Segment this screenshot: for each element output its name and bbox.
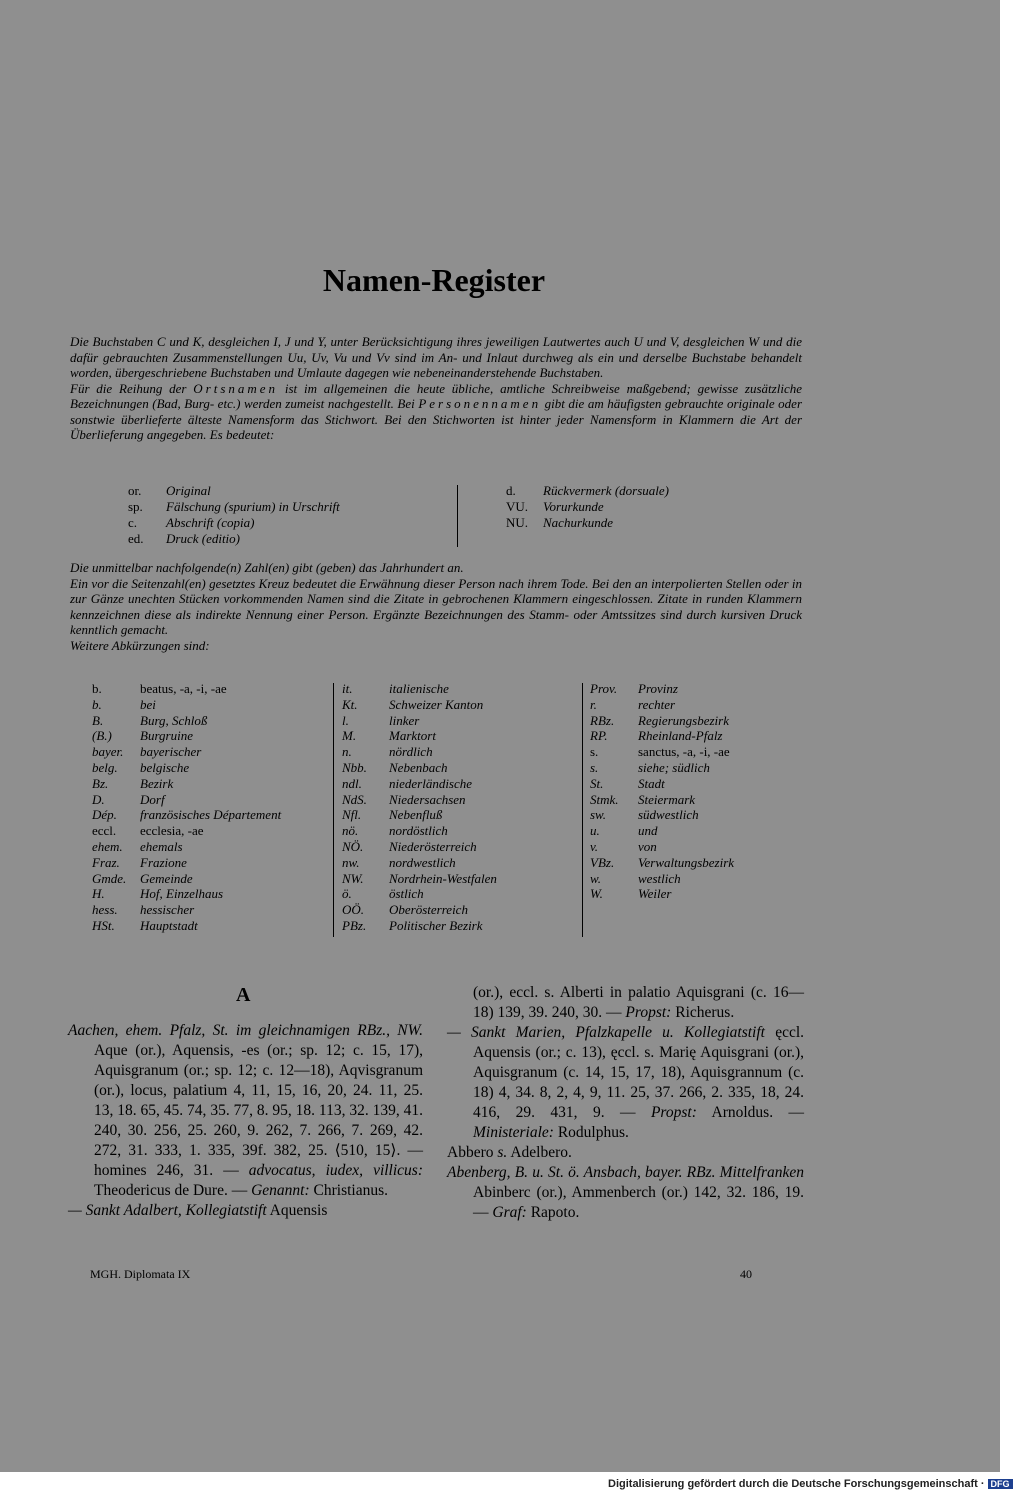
legend-divider	[457, 485, 458, 547]
abbreviation-row	[342, 776, 497, 792]
abbreviation-key: Kt.	[342, 696, 358, 712]
abbreviation-meaning: italienische	[389, 681, 449, 696]
abbreviation-key: Fraz.	[92, 854, 120, 870]
abbreviation-key: NÖ.	[342, 838, 364, 854]
abbreviation-row	[92, 839, 281, 855]
abbreviation-row	[92, 918, 281, 934]
abbreviation-key: Nfl.	[342, 807, 362, 823]
abbr-column-1	[92, 681, 281, 934]
abbreviation-row	[342, 855, 497, 871]
abbreviation-meaning: Niedersachsen	[389, 791, 466, 807]
entry-sankt-marien: — Sankt Marien, Pfalzkapelle u. Kollegiatstift ęccl. Aquensis (or.; c. 13), ęccl. s. Marię Aquisgrani (or.), Aquisgranum (c. 14, 15, 17, 18), Aquisgrannum (c. 18) 4, 34. 8, 2, 4, 9, 11. 25, 37. 266, 2. 335, 18, 24. 416, 29. 431, 9. — Propst: Arnoldus. — Ministeriale: Rodulphus.	[447, 1024, 805, 1141]
abbreviation-key: W.	[590, 886, 603, 902]
footer-signature: MGH. Diplomata IX	[90, 1267, 191, 1281]
abbreviation-row	[342, 681, 497, 697]
abbreviation-meaning: Dorf	[140, 791, 165, 807]
abbreviation-meaning: Weiler	[638, 886, 672, 902]
abbr-column-2	[342, 681, 497, 934]
abbreviation-meaning: Provinz	[638, 681, 678, 696]
abbreviation-key: NdS.	[342, 791, 367, 807]
abbreviation-meaning: Nebenbach	[389, 759, 448, 775]
abbreviation-key: v.	[590, 838, 599, 854]
entry-sankt-adalbert: — Sankt Adalbert, Kollegiatstift Aquensis	[68, 1202, 328, 1219]
abbreviation-key: H.	[92, 886, 105, 902]
abbreviation-key: belg.	[92, 759, 118, 775]
abbreviation-meaning: sanctus, -a, -i, -ae	[638, 744, 730, 760]
abbreviation-meaning: Vorurkunde	[543, 499, 604, 514]
abbreviation-meaning: ehemals	[140, 838, 183, 854]
abbreviation-row	[590, 855, 734, 871]
abbreviation-row	[92, 713, 281, 729]
abbreviation-row	[342, 697, 497, 713]
abbreviation-key: St.	[590, 775, 604, 791]
abbreviation-meaning: Frazione	[140, 854, 187, 870]
abbreviation-row	[342, 918, 497, 934]
abbreviation-key: d.	[506, 483, 516, 498]
abbreviation-key: D.	[92, 791, 105, 807]
abbreviation-meaning: Nachurkunde	[543, 515, 614, 530]
abbreviation-key: nw.	[342, 854, 360, 870]
abbreviation-key: ehem.	[92, 838, 123, 854]
abbreviation-row	[92, 681, 281, 697]
abbreviation-key: RBz.	[590, 712, 615, 728]
abbreviation-row	[590, 681, 734, 697]
abbreviation-row	[342, 902, 497, 918]
abbreviation-meaning: rechter	[638, 696, 676, 712]
abbreviation-row	[590, 807, 734, 823]
intro-paragraph-3: Die unmittelbar nachfolgende(n) Zahl(en) gibt (geben) das Jahrhundert an.	[70, 560, 464, 575]
intro-paragraph-4: Ein vor die Seitenzahl(en) gesetztes Kreuz bedeutet die Erwähnung dieser Person nach ihrem Tode. Bei den an interpolierten Stellen oder in zur Gänze unechten Stücken vorkommenden Namen sind die Zitate in gebrochenen Klammern eingeschlossen. Zitate in runden Klammern kennzeichnen diese als indirekte Nennung einer Person. Ergänzte Bezeichnungen des Stamm- oder Amtssitzes sind durch kursiven Druck kenntlich gemacht.	[70, 575, 802, 637]
abbreviation-meaning: nordwestlich	[389, 854, 456, 870]
legend-row	[128, 483, 340, 499]
entries-right-column	[447, 983, 804, 1223]
entries-left-column	[68, 1021, 423, 1221]
abbreviation-meaning: Fälschung (spurium) in Urschrift	[166, 499, 340, 514]
abbreviation-key: Stmk.	[590, 791, 619, 807]
abbreviation-row	[342, 871, 497, 887]
abbreviation-row	[92, 871, 281, 887]
abbreviation-row	[92, 744, 281, 760]
abbreviation-row	[92, 807, 281, 823]
page-number: 40	[740, 1267, 752, 1281]
abbreviation-meaning: Burg, Schloß	[140, 712, 208, 728]
abbreviation-row	[92, 697, 281, 713]
abbreviation-key: eccl.	[92, 823, 117, 839]
abbreviation-row	[342, 886, 497, 902]
abbreviation-key: c.	[128, 515, 138, 530]
abbreviation-meaning: und	[638, 823, 658, 839]
abbreviation-meaning: Hof, Einzelhaus	[140, 886, 224, 902]
abbreviation-key: r.	[590, 696, 597, 712]
abbreviation-meaning: bei	[140, 696, 156, 712]
abbreviation-row	[590, 871, 734, 887]
legend-row	[128, 531, 340, 547]
abbreviation-meaning: Marktort	[389, 728, 436, 744]
abbreviation-key: B.	[92, 712, 104, 728]
abbreviation-key: VBz.	[590, 854, 615, 870]
abbreviation-key: n.	[342, 744, 352, 760]
abbreviation-key: b.	[92, 696, 102, 712]
abbreviation-key: HSt.	[92, 917, 115, 933]
abbr-divider-2	[582, 683, 583, 937]
abbreviation-meaning: Rheinland-Pfalz	[638, 728, 723, 744]
abbreviation-meaning: französisches Département	[140, 807, 282, 823]
abbreviation-key: u.	[590, 823, 600, 839]
abbreviation-row	[342, 792, 497, 808]
abbreviation-row	[342, 807, 497, 823]
abbreviation-meaning: niederländische	[389, 775, 473, 791]
legend-column-left	[128, 483, 340, 547]
abbreviation-key: VU.	[506, 499, 529, 514]
entry-sankt-adalbert-cont: (or.), eccl. s. Alberti in palatio Aquisgrani (c. 16—18) 139, 39. 240, 30. — Propst: Richerus.	[473, 984, 804, 1021]
abbreviation-row	[92, 823, 281, 839]
abbreviation-key: nö.	[342, 823, 359, 839]
abbreviation-meaning: bayerischer	[140, 744, 202, 760]
abbreviation-key: it.	[342, 681, 353, 696]
page-title: Namen-Register	[322, 262, 546, 298]
abbreviation-row	[342, 760, 497, 776]
legend-row	[128, 515, 340, 531]
entry-aachen: Aachen, ehem. Pfalz, St. im gleichnamigen RBz., NW. Aque (or.), Aquensis, -es (or.; sp. 12; c. 15, 17), Aquisgranum (or.; sp. 12; c. 12—18), Aqvisgranum (or.), locus, palatium 4, 11, 15, 16, 20, 24. 11, 25. 13, 18. 65, 45. 74, 35. 77, 8. 95, 18. 113, 32. 139, 41. 240, 30. 256, 25. 260, 9. 262, 7. 266, 7. 269, 42. 272, 31. 333, 1. 335, 39f. 382, 25. ⟨510, 15⟩. — homines 246, 31. — advocatus, iudex, villicus: Theodericus de Dure. — Genannt: Christianus.	[68, 1022, 423, 1199]
abbreviation-meaning: Nebenfluß	[389, 807, 443, 823]
abbreviation-row	[590, 886, 734, 902]
abbreviation-meaning: südwestlich	[638, 807, 699, 823]
abbreviation-meaning: östlich	[389, 886, 424, 902]
abbreviation-meaning: Niederösterreich	[389, 838, 477, 854]
abbreviation-meaning: siehe; südlich	[638, 759, 710, 775]
abbreviation-meaning: Rückvermerk (dorsuale)	[543, 483, 669, 498]
entry-abenberg: Abenberg, B. u. St. ö. Ansbach, bayer. RBz. Mittelfranken Abinberc (or.), Ammenberch (or.) 142, 32. 186, 19. — Graf: Rapoto.	[447, 1164, 804, 1221]
abbreviation-key: l.	[342, 712, 349, 728]
abbreviation-key: PBz.	[342, 917, 367, 933]
abbreviation-meaning: Regierungsbezirk	[638, 712, 729, 728]
legend-column-right	[506, 483, 669, 531]
legend-row	[506, 499, 669, 515]
intro-paragraph-2: Für die Reihung der Ortsnamen ist im allgemeinen die heute übliche, amtliche Schreibweise maßgebend; gewisse zusätzliche Bezeichnungen (Bad, Burg- etc.) werden zumeist nachgestellt. Bei Personennamen gibt die am häufigsten gebrauchte originale oder sonstwie überlieferte älteste Namensform das Stichwort. Bei den Stichworten ist hinter jeder Namensform in Klammern die Art der Überlieferung angegeben. Es bedeutet:	[70, 380, 803, 442]
dfg-logo: DFG	[988, 1479, 1013, 1489]
abbreviation-key: s.	[590, 744, 599, 760]
abbreviation-row	[92, 886, 281, 902]
abbreviation-key: bayer.	[92, 744, 124, 760]
abbreviation-meaning: belgische	[140, 759, 190, 775]
abbreviation-meaning: Druck (editio)	[166, 531, 241, 546]
abbreviation-key: b.	[92, 681, 102, 696]
intro-block-1	[70, 334, 802, 443]
abbreviation-meaning: Schweizer Kanton	[389, 696, 484, 712]
abbreviation-meaning: Steiermark	[638, 791, 696, 807]
abbreviation-key: hess.	[92, 902, 118, 918]
abbreviation-row	[92, 902, 281, 918]
abbreviation-meaning: Burgruine	[140, 728, 193, 744]
abbreviation-meaning: Gemeinde	[140, 870, 193, 886]
section-letter: A	[236, 984, 251, 1006]
abbreviation-meaning: Verwaltungsbezirk	[638, 854, 735, 870]
abbreviation-key: Nbb.	[342, 759, 367, 775]
abbreviation-row	[92, 776, 281, 792]
abbreviation-key: w.	[590, 870, 601, 886]
legend-row	[506, 515, 669, 531]
abbreviation-meaning: Hauptstadt	[140, 917, 198, 933]
abbreviation-row	[342, 728, 497, 744]
abbreviation-key: Prov.	[590, 681, 618, 696]
abbreviation-row	[590, 744, 734, 760]
abbreviation-key: M.	[342, 728, 357, 744]
entry-abbero: Abbero s. Adelbero.	[447, 1144, 572, 1161]
abbreviation-row	[590, 697, 734, 713]
abbreviation-meaning: hessischer	[140, 902, 195, 918]
abbreviation-key: sw.	[590, 807, 607, 823]
abbreviation-meaning: Nordrhein-Westfalen	[389, 870, 497, 886]
abbreviation-row	[342, 744, 497, 760]
abbreviation-row	[92, 760, 281, 776]
abbreviation-key: (B.)	[92, 728, 112, 744]
abbreviation-meaning: beatus, -a, -i, -ae	[140, 681, 227, 696]
abbreviation-key: Dép.	[92, 807, 117, 823]
abbreviation-row	[92, 855, 281, 871]
abbreviation-meaning: ecclesia, -ae	[140, 823, 204, 839]
abbreviation-row	[590, 776, 734, 792]
abbreviation-row	[590, 823, 734, 839]
abbreviation-key: sp.	[128, 499, 143, 514]
abbreviation-row	[590, 839, 734, 855]
abbreviation-meaning: von	[638, 838, 657, 854]
abbreviation-key: RP.	[590, 728, 608, 744]
abbreviation-row	[590, 792, 734, 808]
abbreviation-meaning: nordöstlich	[389, 823, 448, 839]
abbreviation-row	[342, 823, 497, 839]
abbreviation-key: NU.	[506, 515, 529, 530]
intro-paragraph-1: Die Buchstaben C und K, desgleichen I, J und Y, unter Berücksichtigung ihres jeweiligen Lautwertes auch U und V, desgleichen W und die dafür gebrauchten Zusammenstellungen Uu, Uv, Vu und Vv sind im An- und Inlaut durchweg als ein und derselbe Buchstabe behandelt worden, übergeschriebene Buchstaben und Umlaute dagegen wie nebeneinanderstehende Buchstaben.	[70, 334, 802, 380]
abbreviation-meaning: Oberösterreich	[389, 902, 468, 918]
abbreviation-meaning: Bezirk	[140, 775, 174, 791]
abbreviation-meaning: westlich	[638, 870, 681, 886]
abbreviation-key: s.	[590, 759, 599, 775]
abbreviation-key: ed.	[128, 531, 144, 546]
abbreviation-key: Gmde.	[92, 870, 127, 886]
abbreviation-row	[92, 792, 281, 808]
abbreviation-key: or.	[128, 483, 142, 498]
abbreviation-row	[590, 713, 734, 729]
abbreviation-key: Bz.	[92, 775, 109, 791]
abbreviation-row	[590, 760, 734, 776]
abbreviation-key: OÖ.	[342, 902, 365, 918]
intro-paragraph-5: Weitere Abkürzungen sind:	[70, 637, 210, 653]
abbreviation-meaning: Abschrift (copia)	[166, 515, 255, 530]
funding-credit: Digitalisierung gefördert durch die Deutsche Forschungsgemeinschaft · DFG	[608, 1478, 1013, 1490]
legend-row	[128, 499, 340, 515]
abbreviation-key: ö.	[342, 886, 352, 902]
abbr-divider-1	[333, 683, 334, 937]
abbreviation-row	[590, 728, 734, 744]
abbreviation-meaning: nördlich	[389, 744, 433, 760]
abbr-column-3	[590, 681, 734, 902]
abbreviation-meaning: Politischer Bezirk	[389, 917, 483, 933]
abbreviation-key: NW.	[342, 870, 364, 886]
abbreviation-meaning: Stadt	[638, 775, 665, 791]
legend-row	[506, 483, 669, 499]
abbreviation-row	[342, 839, 497, 855]
abbreviation-meaning: Original	[166, 483, 211, 498]
abbreviation-row	[342, 713, 497, 729]
intro-block-2	[70, 560, 802, 653]
abbreviation-meaning: linker	[389, 712, 420, 728]
abbreviation-row	[92, 728, 281, 744]
abbreviation-key: ndl.	[342, 775, 362, 791]
